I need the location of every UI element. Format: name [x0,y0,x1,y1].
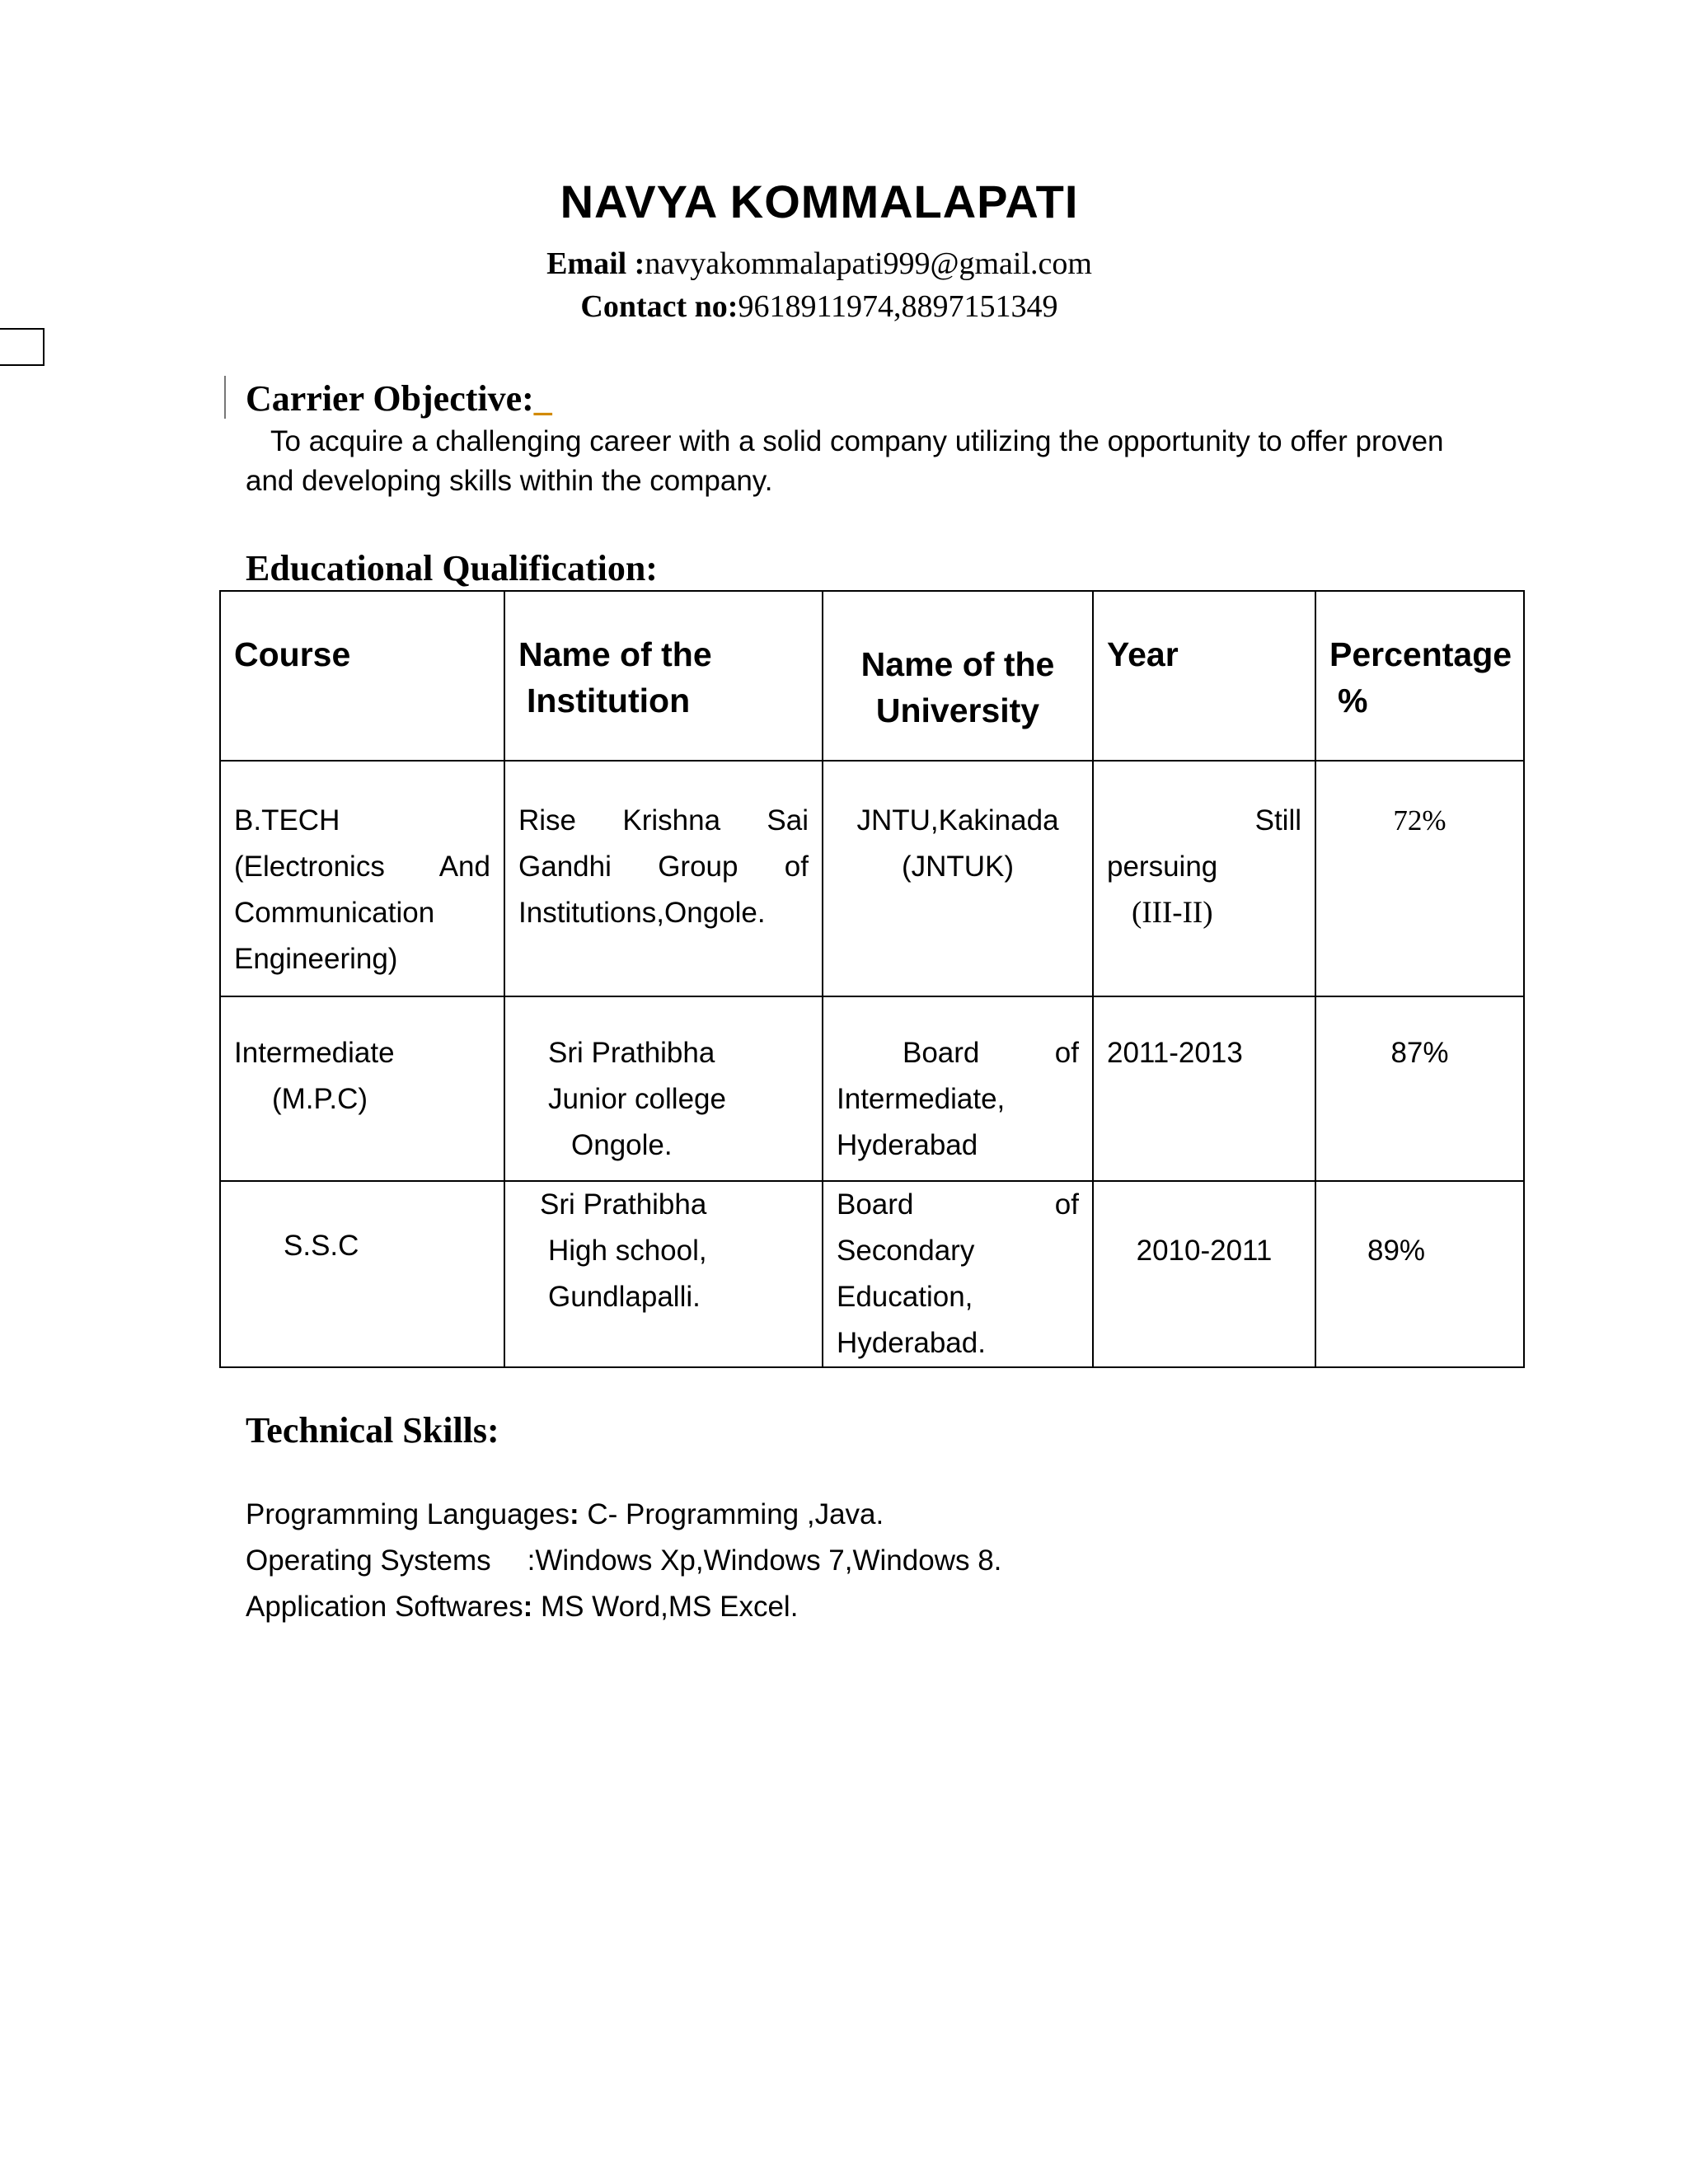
cell-year: 2010-2011 [1093,1181,1315,1367]
paragraph-mark: _ [533,378,552,419]
contact-label: Contact no: [580,289,738,324]
skills-heading: Technical Skills: [246,1410,499,1451]
cell-year: Still persuing (III-II) [1093,761,1315,996]
header-course: Course [220,591,504,761]
list-item: Programming Languages: C- Programming ,Java. [246,1498,884,1530]
contact-line [0,288,1639,325]
list-item: Application Softwares: MS Word,MS Excel. [246,1591,799,1623]
email-label: Email : [546,246,645,281]
cell-university: JNTU,Kakinada (JNTUK) [823,761,1093,996]
cell-institution: Sri Prathibha High school, Gundlapalli. [504,1181,823,1367]
education-heading: Educational Qualification: [246,548,658,588]
list-item: Operating Systems :Windows Xp,Windows 7,Windows 8. [246,1544,1002,1577]
table-header-row [220,591,1524,761]
education-table [219,590,1525,1368]
margin-marker-box [0,328,45,366]
table-row [220,996,1524,1181]
text-cursor-bar [224,376,226,419]
contact-value: 9618911974,8897151349 [738,289,1058,324]
candidate-name: NAVYA KOMMALAPATI [560,176,1079,227]
header-institution: Name of the Institution [504,591,823,761]
cell-percentage: 87% [1315,996,1524,1181]
cell-institution: Rise Krishna Sai Gandhi Group of Institutions,Ongole. [504,761,823,996]
objective-heading [246,377,552,419]
email-line [0,246,1639,282]
cell-year: 2011-2013 [1093,996,1315,1181]
skills-list [246,1492,1001,1630]
cell-course: S.S.C [220,1181,504,1367]
email-value: navyakommalapati999@gmail.com [645,246,1092,281]
cell-course: Intermediate (M.P.C) [220,996,504,1181]
cell-institution: Sri Prathibha Junior college Ongole. [504,996,823,1181]
header-university: Name of the University [823,591,1093,761]
cell-university: Board of Intermediate, Hyderabad [823,996,1093,1181]
cell-percentage: 89% [1315,1181,1524,1367]
header-year: Year [1093,591,1315,761]
objective-text [246,422,1465,501]
objective-text-body: To acquire a challenging career with a solid company utilizing the opportunity to offer proven and developing skills within the company. [246,425,1444,497]
objective-heading-text: Carrier Objective: [246,378,534,419]
table-row [220,761,1524,996]
cell-course: B.TECH (Electronics And Communication Engineering) [220,761,504,996]
cell-university: Board of Secondary Education, Hyderabad. [823,1181,1093,1367]
header-percentage: Percentage % [1315,591,1524,761]
cell-percentage: 72% [1315,761,1524,996]
table-row [220,1181,1524,1367]
